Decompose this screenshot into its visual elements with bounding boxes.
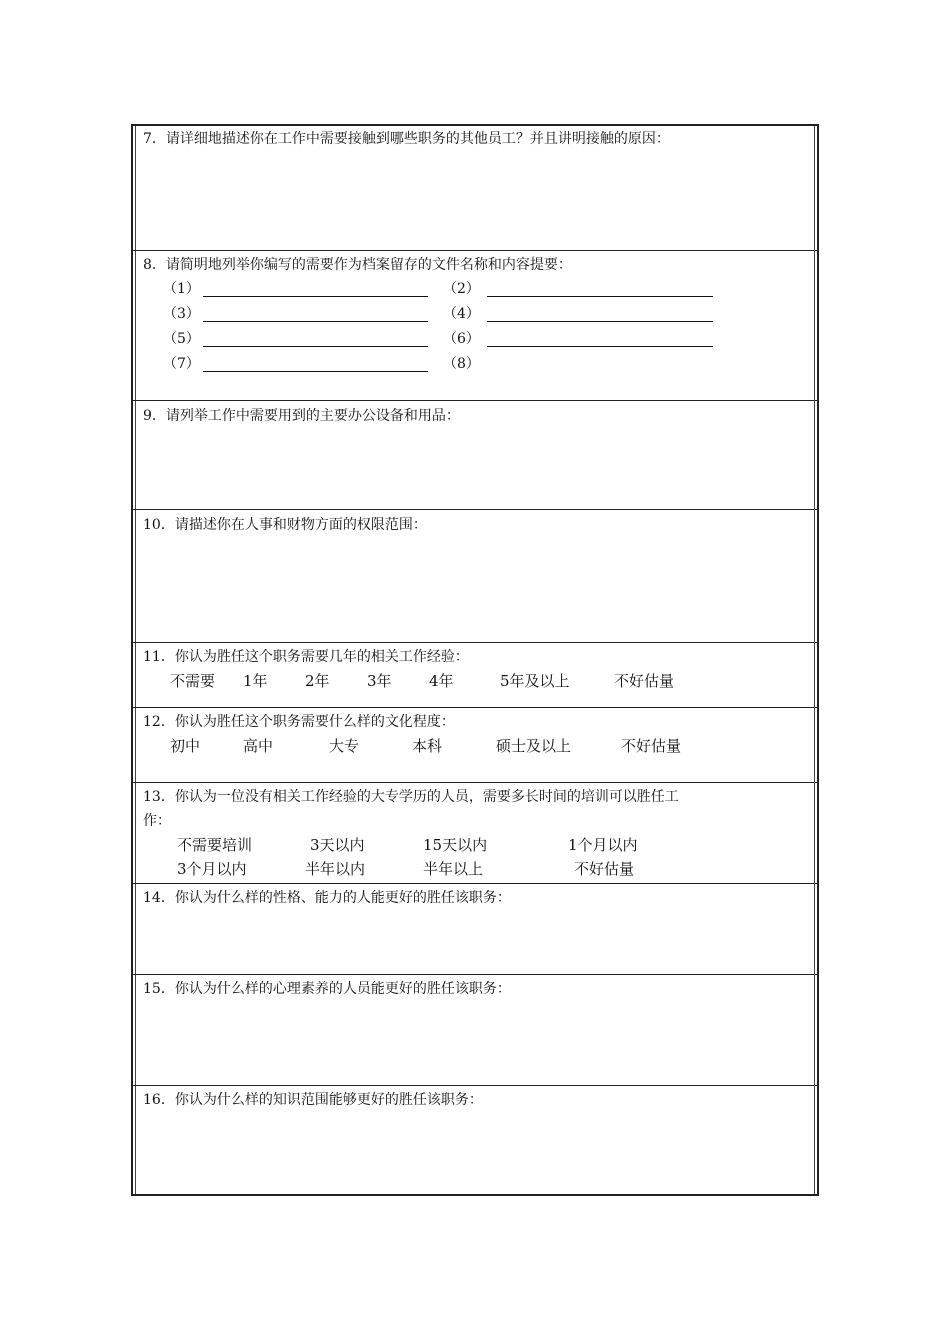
q13-option-within-half-year[interactable]: 半年以内 <box>305 860 366 878</box>
q11-option-5-plus-years[interactable]: 5年及以上 <box>500 672 570 690</box>
q13-option-no-training[interactable]: 不需要培训 <box>177 836 253 854</box>
question-7-row <box>133 126 817 251</box>
item-6-label: （6） <box>443 331 480 347</box>
item-1-label: （1） <box>163 281 200 297</box>
question-14-text: 14．你认为什么样的性格、能力的人能更好的胜任该职务： <box>143 890 511 906</box>
question-13-text: 13．你认为一位没有相关工作经验的大专学历的人员，需要多长时间的培训可以胜任工 <box>143 789 679 805</box>
q11-option-1-year[interactable]: 1年 <box>243 672 268 690</box>
q12-option-senior-high[interactable]: 高中 <box>243 737 274 755</box>
item-2-label: （2） <box>443 281 480 297</box>
q13-option-within-3-days[interactable]: 3天以内 <box>310 836 365 854</box>
q12-option-college[interactable]: 大专 <box>329 737 360 755</box>
q12-option-master-plus[interactable]: 硕士及以上 <box>496 737 572 755</box>
item-3-label: （3） <box>163 306 200 322</box>
item-2-blank[interactable] <box>487 296 713 297</box>
question-15-row <box>133 975 817 1086</box>
question-10-row <box>133 510 817 643</box>
question-12-row <box>133 708 817 783</box>
item-5-label: （5） <box>163 331 200 347</box>
q12-option-bachelor[interactable]: 本科 <box>412 737 443 755</box>
question-16-row <box>133 1086 817 1196</box>
q11-option-hard-to-estimate[interactable]: 不好估量 <box>614 672 675 690</box>
q13-option-within-3-months[interactable]: 3个月以内 <box>177 860 247 878</box>
q11-option-4-years[interactable]: 4年 <box>429 672 454 690</box>
item-7-blank[interactable] <box>203 371 428 372</box>
question-13-text-cont: 作： <box>143 813 171 829</box>
question-12-text: 12．你认为胜任这个职务需要什么样的文化程度： <box>143 714 455 730</box>
q13-option-hard-to-estimate[interactable]: 不好估量 <box>574 860 635 878</box>
item-1-blank[interactable] <box>203 296 428 297</box>
question-9-row <box>133 401 817 510</box>
item-4-label: （4） <box>443 306 480 322</box>
q13-option-over-half-year[interactable]: 半年以上 <box>423 860 484 878</box>
item-4-blank[interactable] <box>487 321 713 322</box>
item-7-label: （7） <box>163 356 200 372</box>
question-8-text: 8．请简明地列举你编写的需要作为档案留存的文件名称和内容提要： <box>143 257 572 273</box>
question-14-row <box>133 884 817 975</box>
question-11-text: 11．你认为胜任这个职务需要几年的相关工作经验： <box>143 649 469 665</box>
item-6-blank[interactable] <box>487 346 713 347</box>
question-7-text: 7．请详细地描述你在工作中需要接触到哪些职务的其他员工？并且讲明接触的原因： <box>143 131 670 147</box>
q11-option-2-years[interactable]: 2年 <box>305 672 330 690</box>
q11-option-none[interactable]: 不需要 <box>170 672 216 690</box>
question-13-row <box>133 783 817 884</box>
q12-option-junior-high[interactable]: 初中 <box>170 737 201 755</box>
item-3-blank[interactable] <box>203 321 428 322</box>
item-5-blank[interactable] <box>203 346 428 347</box>
q11-option-3-years[interactable]: 3年 <box>367 672 392 690</box>
q13-option-within-15-days[interactable]: 15天以内 <box>423 836 488 854</box>
item-8-label: （8） <box>443 356 480 372</box>
question-9-text: 9．请列举工作中需要用到的主要办公设备和用品： <box>143 408 460 424</box>
questionnaire-table <box>131 124 819 1196</box>
q13-option-within-1-month[interactable]: 1个月以内 <box>568 836 638 854</box>
question-16-text: 16．你认为什么样的知识范围能够更好的胜任该职务： <box>143 1092 483 1108</box>
question-15-text: 15．你认为什么样的心理素养的人员能更好的胜任该职务： <box>143 981 511 997</box>
question-8-row <box>133 251 817 401</box>
question-10-text: 10．请描述你在人事和财物方面的权限范围： <box>143 517 427 533</box>
question-11-row <box>133 643 817 708</box>
q12-option-hard-to-estimate[interactable]: 不好估量 <box>621 737 682 755</box>
